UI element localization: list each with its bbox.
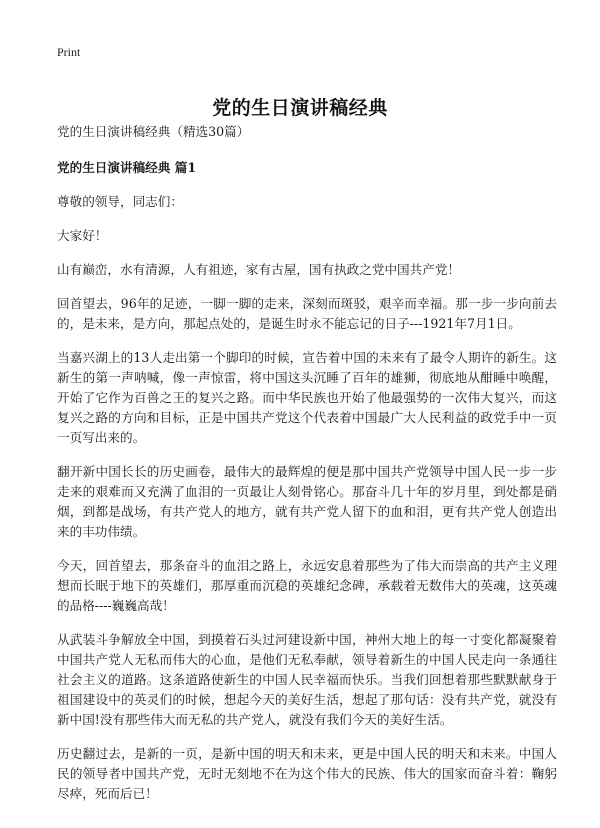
paragraph: 从武装斗争解放全中国，到摸着石头过河建设新中国，神州大地上的每一寸变化都凝聚着中国共产党人无私而伟大的心血，是他们无私奉献，领导着新生的中国人民走向一条通往社会主义的道路。这条道路使新生的中国人民幸福而快乐。当我们回想着那些默默献身于祖国建设中的英灵们的时候，想起今天的美好生活，想起了那句话：没有共产党，就没有新中国!没有那些伟大而无私的共产党人，就没有我们今天的美好生活。 (57, 632, 557, 727)
document-body (57, 122, 557, 818)
document-subtitle: 党的生日演讲稿经典（精选30篇） (57, 124, 250, 139)
paragraph: 翻开新中国长长的历史画卷，最伟大的最辉煌的便是那中国共产党领导中国人民一步一步走来的艰难而又充满了血泪的一页最让人刻骨铭心。那奋斗几十年的岁月里，到处都是硝烟，到都是战场，有共产党人的地方，就有共产党人留下的血和泪，更有共产党人创造出来的丰功伟绩。 (57, 464, 557, 539)
document-title: 党的生日演讲稿经典 (212, 96, 388, 119)
salutation: 尊敬的领导，同志们： (57, 194, 183, 209)
greeting: 大家好！ (57, 228, 108, 243)
paragraph: 历史翻过去，是新的一页，是新中国的明天和未来，更是中国人民的明天和未来。中国人民的领导者中国共产党，无时无刻地不在为这个伟大的民族、伟大的国家而奋斗着：鞠躬尽瘁，死而后已！ (57, 746, 557, 801)
paragraph: 当嘉兴湖上的13人走出第一个脚印的时候，宣告着中国的未来有了最令人期许的新生。这新生的第一声呐喊，像一声惊雷，将中国这头沉睡了百年的雄狮，彻底地从酣睡中唤醒，开始了它作为百兽之王的复兴之路。而中华民族也开始了他最强势的一次伟大复兴，而这复兴之路的方向和目标，正是中国共产党这个代表着中国最广大人民利益的政党手中一页一页写出来的。 (57, 350, 557, 445)
section-heading: 党的生日演讲稿经典 篇1 (57, 160, 197, 175)
paragraph: 山有巅峦，水有清源，人有祖迹，家有古屋，国有执政之党中国共产党！ (57, 262, 460, 277)
paragraph: 今天，回首望去，那条奋斗的血泪之路上，永远安息着那些为了伟大而崇高的共产主义理想而长眠于地下的英雄们，那厚重而沉稳的英雄纪念碑，承载着无数伟大的英魂，这英魂的品格----巍巍高哉！ (57, 558, 557, 613)
print-link[interactable]: Print (57, 45, 81, 59)
paragraph: 回首望去，96年的足迹，一脚一脚的走来，深刻而斑驳，艰辛而幸福。那一步一步向前去的，是未来，是方向，那起点处的，是诞生时永不能忘记的日子---1921年7月1日。 (57, 296, 557, 331)
